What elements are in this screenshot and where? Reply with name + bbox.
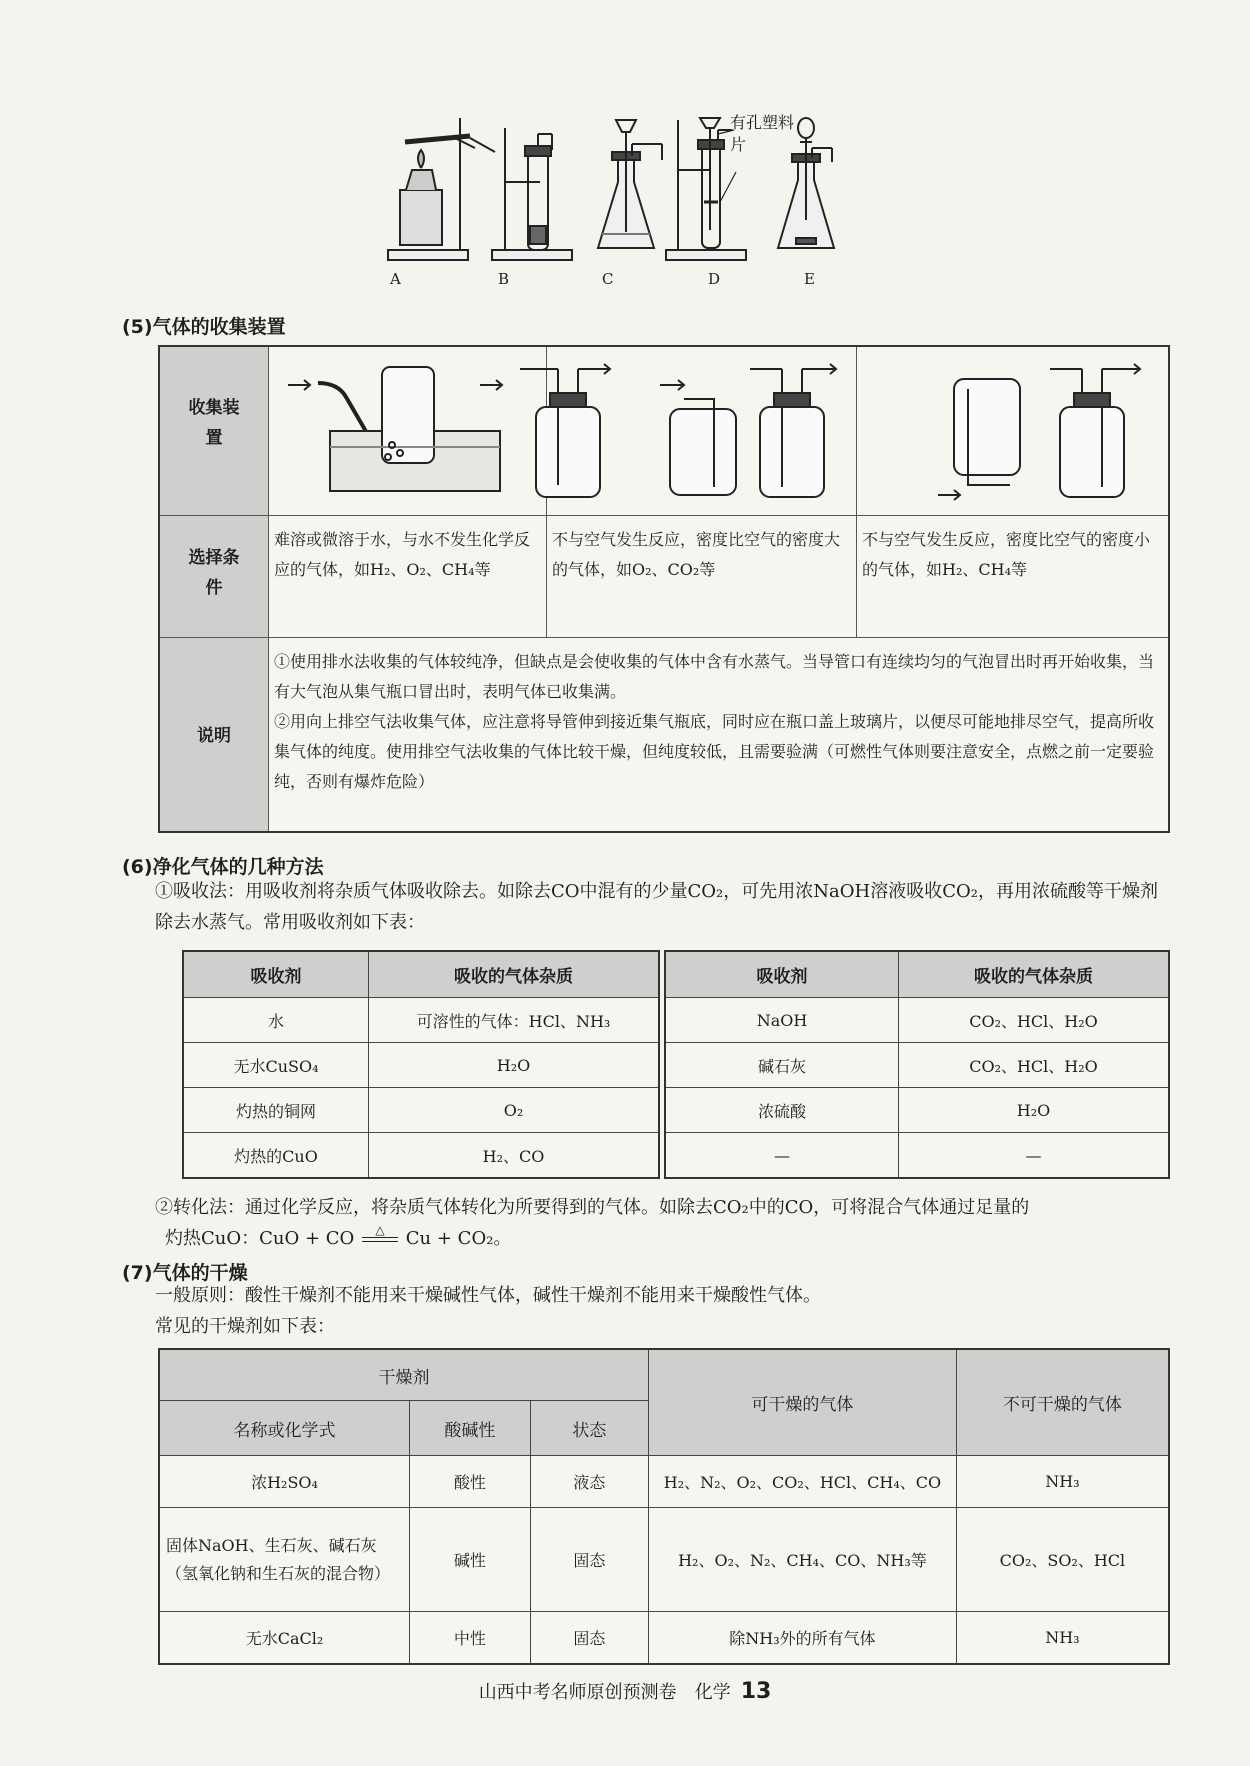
desiccant-cannot-dry: CO₂、SO₂、HCl: [956, 1508, 1169, 1612]
convert-equation: [155, 1223, 1170, 1254]
drying-table: [158, 1348, 1170, 1665]
apparatus-b: [492, 128, 572, 260]
desiccant-can-dry: H₂、O₂、N₂、CH₄、CO、NH₃等: [649, 1508, 957, 1612]
equation-right: Cu + CO₂。: [405, 1228, 512, 1249]
condition-downward-air: 不与空气发生反应，密度比空气的密度小的气体，如H₂、CH₄等: [862, 530, 1151, 579]
absorbent-cell: —: [665, 1133, 899, 1179]
impurity-header: 吸收的气体杂质: [369, 951, 660, 998]
impurity-header: 吸收的气体杂质: [899, 951, 1170, 998]
page-footer: [0, 1678, 1250, 1704]
absorbent-table-right: [664, 950, 1170, 1179]
table-row: [159, 1456, 1169, 1508]
absorbent-cell: 灼热的铜网: [183, 1088, 369, 1133]
collection-table: [158, 345, 1170, 833]
table-row: [183, 1133, 659, 1179]
drying-principle: 一般原则：酸性干燥剂不能用来干燥碱性气体，碱性干燥剂不能用来干燥酸性气体。: [155, 1285, 821, 1306]
table-row: [159, 1612, 1169, 1664]
name-header: 名称或化学式: [159, 1401, 410, 1456]
apparatus-drawing: [380, 110, 960, 290]
can-dry-header: 可干燥的气体: [649, 1349, 957, 1456]
absorbent-cell: 灼热的CuO: [183, 1133, 369, 1179]
apparatus-label-d: D: [708, 270, 721, 288]
desiccant-name: 固体NaOH、生石灰、碱石灰（氢氧化钠和生石灰的混合物）: [159, 1508, 410, 1612]
desiccant-state: 固态: [530, 1508, 649, 1612]
collection-head-note: 说明: [197, 726, 231, 746]
absorb-text: ①吸收法：用吸收剂将杂质气体吸收除去。如除去CO中混有的少量CO₂，可先用浓NaOH溶液吸收CO₂，再用浓硫酸等干燥剂除去水蒸气。常用吸收剂如下表：: [155, 881, 1158, 933]
absorb-paragraph: [155, 876, 1170, 938]
absorbent-cell: 碱石灰: [665, 1043, 899, 1088]
table-row: [665, 1088, 1169, 1133]
drying-table-intro: 常见的干燥剂如下表：: [155, 1316, 335, 1337]
absorbent-header: 吸收剂: [665, 951, 899, 998]
condition-water: 难溶或微溶于水，与水不发生化学反应的气体，如H₂、O₂、CH₄等: [274, 530, 531, 579]
page-number: 13: [740, 1679, 772, 1704]
desiccant-can-dry: 除NH₃外的所有气体: [649, 1612, 957, 1664]
apparatus-label-b: B: [498, 270, 510, 288]
absorbent-cell: 水: [183, 998, 369, 1043]
desiccant-header: 干燥剂: [159, 1349, 649, 1401]
desiccant-acidity: 中性: [410, 1612, 531, 1664]
collection-row-divider: [160, 515, 1168, 516]
footer-subject: 化学: [694, 1682, 731, 1703]
section7-title: (7)气体的干燥: [122, 1262, 248, 1284]
absorbent-cell: 无水CuSO₄: [183, 1043, 369, 1088]
apparatus-label-e: E: [804, 270, 815, 288]
upward-air-device: [660, 364, 836, 497]
state-header: 状态: [530, 1401, 649, 1456]
equation-arrow: [360, 1223, 400, 1254]
collection-note-2: ②用向上排空气法收集气体，应注意将导管伸到接近集气瓶底，同时应在瓶口盖上玻璃片，以便尽可能地排尽空气，提高所收集气体的纯度。使用排空气法收集的气体比较干燥，但纯度较低，且需要验满（可燃性气体则要注意安全，点燃之前一定要验纯，否则有爆炸危险）: [274, 712, 1155, 791]
drying-intro: [155, 1280, 1170, 1342]
acidity-header: 酸碱性: [410, 1401, 531, 1456]
table-row: [159, 1508, 1169, 1612]
impurity-cell: H₂O: [899, 1088, 1170, 1133]
downward-air-device: [938, 364, 1140, 500]
impurity-cell: H₂、CO: [369, 1133, 660, 1179]
section6-title: (6)净化气体的几种方法: [122, 856, 324, 878]
apparatus-annotation: 有孔塑料片: [730, 113, 795, 154]
absorbent-header: 吸收剂: [183, 951, 369, 998]
desiccant-can-dry: H₂、N₂、O₂、CO₂、HCl、CH₄、CO: [649, 1456, 957, 1508]
apparatus-figure: [380, 110, 960, 290]
impurity-cell: 可溶性的气体：HCl、NH₃: [369, 998, 660, 1043]
apparatus-label-a: A: [390, 270, 401, 288]
absorbent-cell: NaOH: [665, 998, 899, 1043]
table-row: [665, 1133, 1169, 1179]
table-row: [665, 998, 1169, 1043]
convert-text: ②转化法：通过化学反应，将杂质气体转化为所要得到的气体。如除去CO₂中的CO，可将混合气体通过足量的: [155, 1197, 1030, 1218]
collection-notes: [274, 647, 1159, 797]
impurity-cell: —: [899, 1133, 1170, 1179]
desiccant-name: 无水CaCl₂: [159, 1612, 410, 1664]
table-row: [183, 998, 659, 1043]
desiccant-state: 液态: [530, 1456, 649, 1508]
apparatus-label-c: C: [602, 270, 614, 288]
apparatus-a: [388, 118, 495, 260]
collection-row-divider: [160, 637, 1168, 638]
desiccant-cannot-dry: NH₃: [956, 1612, 1169, 1664]
absorbent-table-left: [182, 950, 660, 1179]
condition-upward-air: 不与空气发生反应，密度比空气的密度大的气体，如O₂、CO₂等: [552, 530, 841, 579]
impurity-cell: CO₂、HCl、H₂O: [899, 1043, 1170, 1088]
section5-title: (5)气体的收集装置: [122, 316, 286, 338]
desiccant-cannot-dry: NH₃: [956, 1456, 1169, 1508]
equation-condition: △: [375, 1223, 385, 1237]
footer-title: 山西中考名师原创预测卷: [478, 1682, 677, 1703]
cannot-dry-header: 不可干燥的气体: [956, 1349, 1169, 1456]
equation-left: 灼热CuO：CuO + CO: [165, 1228, 355, 1249]
desiccant-acidity: 碱性: [410, 1508, 531, 1612]
table-row: [183, 1088, 659, 1133]
collection-devices-drawing: [270, 349, 1170, 513]
convert-paragraph: [155, 1192, 1170, 1254]
impurity-cell: H₂O: [369, 1043, 660, 1088]
collection-head-condition: 选择条件: [188, 548, 240, 598]
collection-head-device: 收集装置: [188, 398, 240, 448]
apparatus-c: [598, 120, 662, 248]
table-row: [665, 1043, 1169, 1088]
desiccant-acidity: 酸性: [410, 1456, 531, 1508]
absorbent-cell: 浓硫酸: [665, 1088, 899, 1133]
desiccant-name: 浓H₂SO₄: [159, 1456, 410, 1508]
table-row: [183, 1043, 659, 1088]
collection-note-1: ①使用排水法收集的气体较纯净，但缺点是会使收集的气体中含有水蒸气。当导管口有连续均匀的气泡冒出时再开始收集，当有大气泡从集气瓶口冒出时，表明气体已收集满。: [274, 652, 1155, 701]
impurity-cell: CO₂、HCl、H₂O: [899, 998, 1170, 1043]
desiccant-state: 固态: [530, 1612, 649, 1664]
water-displacement-device: [288, 367, 500, 491]
impurity-cell: O₂: [369, 1088, 660, 1133]
